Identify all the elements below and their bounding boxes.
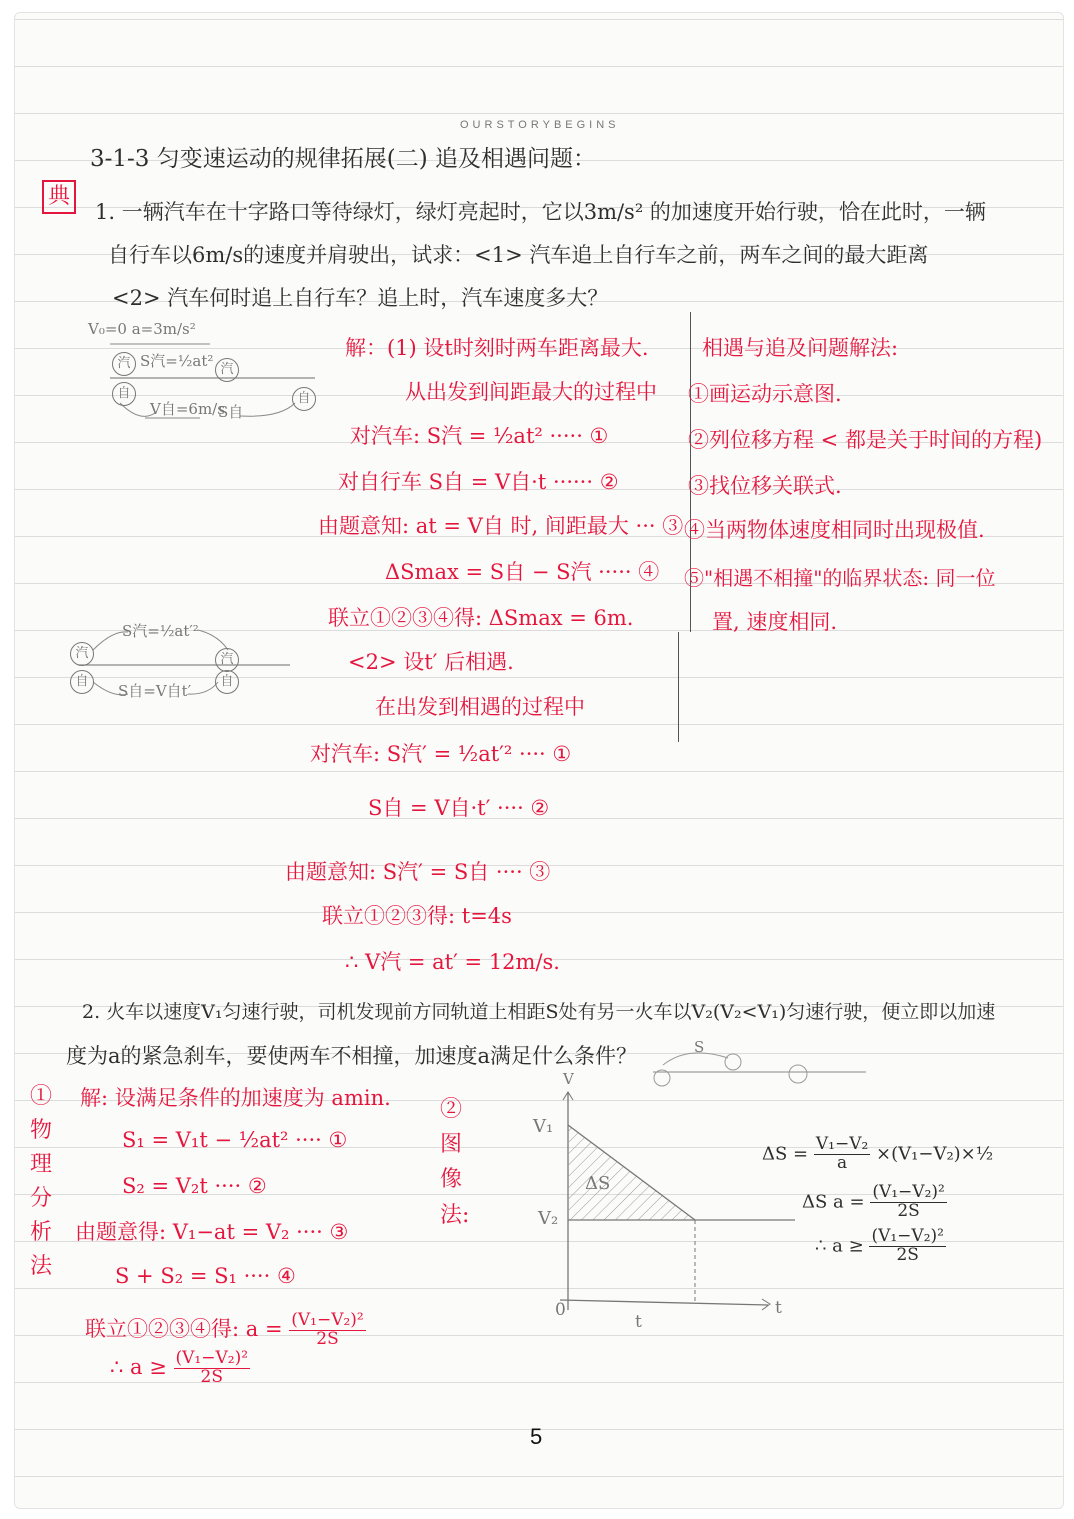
fraction <box>289 1312 366 1349</box>
diagram1-s-bike: S自 <box>218 403 244 421</box>
q2-line: 度为a的紧急刹车，要使两车不相撞，加速度a满足什么条件？ <box>66 1044 638 1068</box>
v-t-graph <box>540 1080 800 1320</box>
numerator: V₁−V₂ <box>815 1134 869 1154</box>
denominator: 2S <box>897 1200 920 1221</box>
method-line: 相遇与追及问题解法: <box>702 336 899 360</box>
q2-solution-line: S₁ = V₁t − ½at² ···· ① <box>122 1128 348 1152</box>
diagram1-init: V₀=0 a=3m/s² <box>88 320 196 338</box>
eq-prefix: ∴ a ≥ <box>815 1235 864 1257</box>
bike-marker: 自 <box>215 670 239 694</box>
solution-line: 联立①②③得: t=4s <box>322 904 512 928</box>
denominator: 2S <box>316 1328 339 1349</box>
v1-label: V₁ <box>533 1116 554 1137</box>
origin-label: 0 <box>555 1300 566 1320</box>
eq-prefix: ΔS = <box>762 1143 809 1165</box>
fraction <box>870 1184 947 1221</box>
numerator: (V₁−V₂)² <box>291 1310 364 1330</box>
graph-eq-3 <box>815 1228 946 1265</box>
page-number: 5 <box>530 1424 543 1449</box>
solution-line: <2> 设t′ 后相遇. <box>348 650 514 674</box>
header-brand: OURSTORYBEGINS <box>460 119 620 131</box>
t-axis-label: t <box>775 1298 782 1318</box>
denominator: 2S <box>896 1244 919 1265</box>
fraction <box>869 1228 946 1265</box>
t-axis <box>560 1300 768 1305</box>
car-marker: 汽 <box>215 648 239 672</box>
bike-marker: 自 <box>292 387 316 411</box>
fraction <box>174 1350 251 1387</box>
solution-line: 在出发到相遇的过程中 <box>375 695 585 719</box>
method-line: ①画运动示意图. <box>688 382 842 406</box>
method2-label: ② 图像法: <box>440 1097 470 1228</box>
q2-solution-line: 由题意得: V₁−at = V₂ ···· ③ <box>75 1220 349 1244</box>
graph-eq-2 <box>802 1184 947 1221</box>
v2-label: V₂ <box>538 1208 559 1229</box>
method-line: ④当两物体速度相同时出现极值. <box>684 518 985 542</box>
solution-line: 从出发到间距最大的过程中 <box>405 380 657 404</box>
q2-solution-line: S₂ = V₂t ···· ② <box>122 1174 267 1198</box>
t-mark-label: t <box>635 1312 642 1332</box>
numerator: (V₁−V₂)² <box>175 1348 249 1368</box>
q2-solution-line: 解: 设满足条件的加速度为 amin. <box>80 1086 391 1110</box>
bike-marker: 自 <box>112 382 136 406</box>
solution-line: ΔSmax = S自 − S汽 ····· ④ <box>385 560 660 584</box>
sketch-distance-label: S <box>694 1038 705 1056</box>
method-line: 置, 速度相同. <box>712 610 838 634</box>
q2-result <box>85 1312 366 1349</box>
method-line: ⑤"相遇不相撞"的临界状态: 同一位 <box>684 566 996 590</box>
diagram2-s-bike: S自=V自t′ <box>118 682 192 700</box>
solution-line: 由题意知: S汽′ = S自 ···· ③ <box>285 860 551 884</box>
denominator: 2S <box>200 1366 223 1387</box>
graph-eq-1 <box>762 1136 993 1173</box>
numerator: (V₁−V₂)² <box>872 1182 945 1202</box>
q1-line: 1. 一辆汽车在十字路口等待绿灯，绿灯亮起时，它以3m/s² 的加速度开始行驶，恰在此时，一辆 <box>95 200 986 224</box>
q2-solution-line: S + S₂ = S₁ ···· ④ <box>115 1264 296 1288</box>
q1-line: 自行车以6m/s的速度并肩驶出，试求：<1> 汽车追上自行车之前，两车之间的最大距离 <box>108 243 929 267</box>
example-tag: 典 <box>42 180 76 214</box>
diagram1-v-bike: V自=6m/s <box>150 400 225 418</box>
diagram2-s-car: S汽=½at′² <box>122 622 199 640</box>
solution-line: 解：(1) 设t时刻时两车距离最大. <box>345 336 649 360</box>
solution-line: S自 = V自·t′ ···· ② <box>368 796 550 820</box>
eq-suffix: ×(V₁−V₂)×½ <box>876 1143 994 1165</box>
method-line: ③找位移关联式. <box>688 474 842 498</box>
solution-line: ∴ V汽 = at′ = 12m/s. <box>345 950 560 974</box>
solution-line: 对汽车: S汽 = ½at² ····· ① <box>350 424 609 448</box>
column-divider <box>678 632 679 742</box>
area-label: ΔS <box>585 1173 611 1194</box>
numerator: (V₁−V₂)² <box>871 1226 944 1246</box>
q2-conclusion-prefix: ∴ a ≥ <box>110 1354 167 1379</box>
solution-line: 由题意知: at = V自 时, 间距最大 ··· ③ <box>318 514 684 538</box>
q2-result-prefix: 联立①②③④得: a = <box>85 1316 283 1341</box>
solution-line: 联立①②③④得: ΔSmax = 6m. <box>328 606 634 630</box>
bike-marker: 自 <box>70 670 94 694</box>
solution-line: 对汽车: S汽′ = ½at′² ···· ① <box>310 742 572 766</box>
car-marker: 汽 <box>215 358 239 382</box>
q2-conclusion <box>110 1350 250 1387</box>
diagram1-s-car: S汽=½at² <box>140 352 214 370</box>
eq-prefix: ΔS a = <box>802 1191 865 1213</box>
method-line: ②列位移方程 < 都是关于时间的方程) <box>688 428 1043 452</box>
denominator: a <box>837 1152 848 1173</box>
page-title: 3-1-3 匀变速运动的规律拓展(二) 追及相遇问题： <box>90 146 597 172</box>
method1-label: ① 物理分析法 <box>30 1084 53 1280</box>
v-axis-label: V <box>563 1070 574 1088</box>
car-marker: 汽 <box>112 352 136 376</box>
q1-line: <2> 汽车何时追上自行车？追上时，汽车速度多大？ <box>112 286 609 310</box>
solution-line: 对自行车 S自 = V自·t ······ ② <box>338 470 619 494</box>
car-marker: 汽 <box>70 642 94 666</box>
q2-line: 2. 火车以速度V₁匀速行驶，司机发现前方同轨道上相距S处有另一火车以V₂(V₂<V₁)匀速行驶，便立即以加速 <box>82 1001 996 1023</box>
fraction <box>814 1136 870 1173</box>
